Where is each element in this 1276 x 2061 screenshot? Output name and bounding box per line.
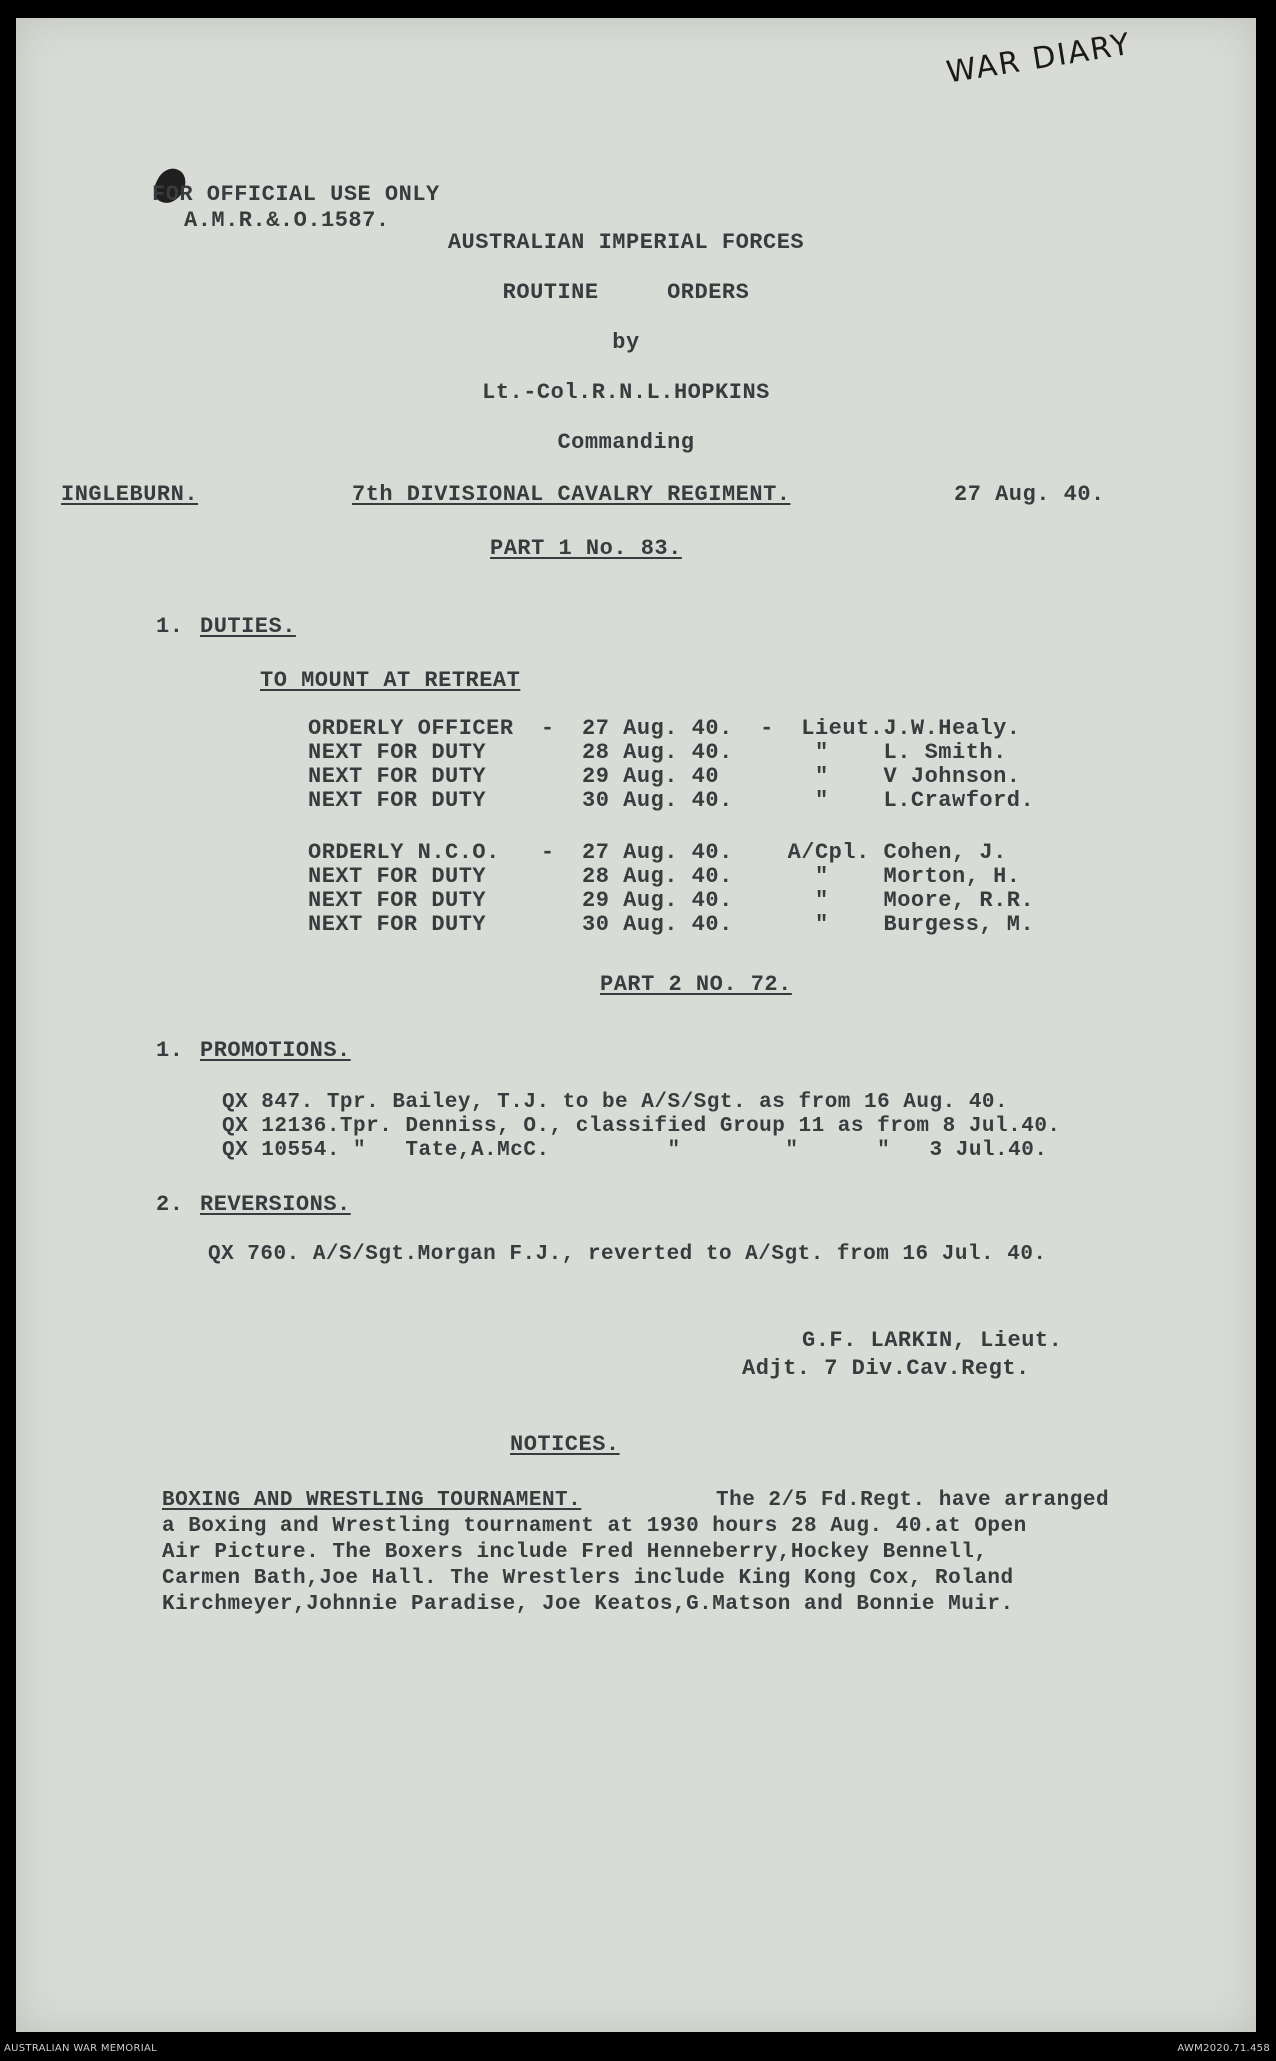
document-page bbox=[16, 18, 1256, 2032]
duties-number: 1. bbox=[156, 614, 184, 639]
by-label: by bbox=[612, 330, 640, 355]
document-title: AUSTRALIAN IMPERIAL FORCES bbox=[447, 230, 805, 255]
reversions-heading: REVERSIONS. bbox=[200, 1192, 351, 1217]
commander-name: Lt.-Col.R.N.L.HOPKINS bbox=[482, 380, 770, 405]
notice-line: The 2/5 Fd.Regt. have arranged bbox=[716, 1489, 1110, 1512]
duties-heading: DUTIES. bbox=[200, 614, 296, 639]
part1-heading: PART 1 No. 83. bbox=[490, 536, 682, 561]
promotion-row: QX 847. Tpr. Bailey, T.J. to be A/S/Sgt. as from 16 Aug. 40. bbox=[222, 1091, 1009, 1114]
notices-heading: NOTICES. bbox=[510, 1432, 620, 1457]
roster-row: ORDERLY OFFICER - 27 Aug. 40. - Lieut.J.W.Healy. bbox=[308, 716, 1021, 741]
promotions-number: 1. bbox=[156, 1038, 184, 1063]
promotion-row: QX 10554. " Tate,A.McC. " " " 3 Jul.40. bbox=[222, 1139, 1048, 1162]
notice-line: a Boxing and Wrestling tournament at 1930 hours 28 Aug. 40.at Open bbox=[162, 1515, 1027, 1538]
document-subtitle: ROUTINE ORDERS bbox=[502, 280, 750, 305]
reversion-row: QX 760. A/S/Sgt.Morgan F.J., reverted to A/Sgt. from 16 Jul. 40. bbox=[208, 1243, 1047, 1266]
unit-name: 7th DIVISIONAL CAVALRY REGIMENT. bbox=[352, 482, 791, 507]
part2-heading: PART 2 NO. 72. bbox=[600, 972, 792, 997]
roster-row: NEXT FOR DUTY 29 Aug. 40 " V Johnson. bbox=[308, 764, 1021, 789]
reference-number: A.M.R.&.O.1587. bbox=[184, 208, 390, 233]
signature-role: Adjt. 7 Div.Cav.Regt. bbox=[742, 1356, 1030, 1381]
commanding-label: Commanding bbox=[557, 430, 695, 455]
roster-row: NEXT FOR DUTY 30 Aug. 40. " L.Crawford. bbox=[308, 788, 1035, 813]
signature-name: G.F. LARKIN, Lieut. bbox=[802, 1328, 1063, 1353]
archive-credit: AUSTRALIAN WAR MEMORIAL bbox=[4, 2043, 157, 2054]
reversions-number: 2. bbox=[156, 1192, 184, 1217]
promotions-heading: PROMOTIONS. bbox=[200, 1038, 351, 1063]
official-use-label: FOR OFFICIAL USE ONLY bbox=[152, 182, 440, 207]
promotion-row: QX 12136.Tpr. Denniss, O., classified Group 11 as from 8 Jul.40. bbox=[222, 1115, 1061, 1138]
roster-row: ORDERLY N.C.O. - 27 Aug. 40. A/Cpl. Cohen, J. bbox=[308, 840, 1007, 865]
roster-row: NEXT FOR DUTY 30 Aug. 40. " Burgess, M. bbox=[308, 912, 1035, 937]
notice-line: Carmen Bath,Joe Hall. The Wrestlers include King Kong Cox, Roland bbox=[162, 1567, 1014, 1590]
roster-row: NEXT FOR DUTY 28 Aug. 40. " Morton, H. bbox=[308, 864, 1021, 889]
archive-reference: AWM2020.71.458 bbox=[1177, 2043, 1270, 2054]
mount-at-retreat-heading: TO MOUNT AT RETREAT bbox=[260, 668, 521, 693]
roster-row: NEXT FOR DUTY 28 Aug. 40. " L. Smith. bbox=[308, 740, 1007, 765]
place-name: INGLEBURN. bbox=[61, 482, 199, 507]
notice-line: Air Picture. The Boxers include Fred Henneberry,Hockey Bennell, bbox=[162, 1541, 988, 1564]
handwritten-note: WAR DIARY bbox=[944, 26, 1134, 91]
order-date: 27 Aug. 40. bbox=[954, 482, 1105, 507]
notice-title: BOXING AND WRESTLING TOURNAMENT. bbox=[162, 1489, 582, 1512]
notice-line: Kirchmeyer,Johnnie Paradise, Joe Keatos,G.Matson and Bonnie Muir. bbox=[162, 1593, 1014, 1616]
roster-row: NEXT FOR DUTY 29 Aug. 40. " Moore, R.R. bbox=[308, 888, 1035, 913]
